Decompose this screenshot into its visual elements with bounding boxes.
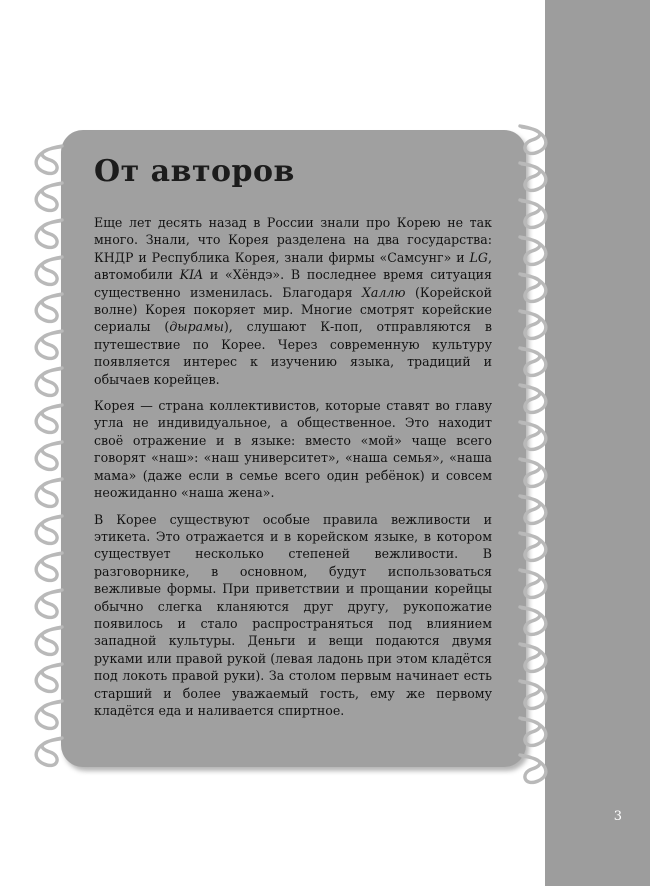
right-edge-band [545, 0, 650, 886]
paragraph-1: Еще лет десять назад в России знали про Корею не так много. Знали, что Корея разделена на два государства: КНДР и Республика Корея, знали фирмы «Самсунг» и LG, автомобили KIA и «Хёндэ». В последнее время ситуация существенно изменилась. Благодаря Халлю (Корейской волне) Корея покоряет мир. Многие смотрят корейские сериалы (дырамы), слушают К-поп, отправляются в путешествие по Корее. Через современную культуру появляется интерес к изучению языка, традиций и обычаев корейцев. [94, 215, 492, 387]
page-number: 3 [613, 809, 622, 824]
body-text [94, 214, 492, 719]
paragraph-2: Корея — страна коллективистов, которые ставят во главу угла не индивидуальное, а общественное. Это находит своё отражение и в языке: вместо «мой» чаще всего говорят «наш»: «наш университет», «наша семья», «наша мама» (даже если в семье всего один ребёнок) и совсем неожиданно «наша жена». [94, 398, 492, 501]
content-card-inner [61, 130, 526, 767]
italic-term-lg: LG [469, 249, 488, 265]
content-card [61, 130, 526, 767]
paragraph-3: В Корее существуют особые правила вежливости и этикета. Это отражается и в корейском языке, в котором существует несколько степеней вежливости. В разговорнике, в основном, будут использоваться вежливые формы. При приветствии и прощании корейцы обычно слегка кланяются друг другу, рукопожатие появилось и стало распространяться под влиянием западной культуры. Деньги и вещи подаются двумя руками или правой рукой (левая ладонь при этом кладётся под локоть правой руки). За столом первым начинает есть старший и более уважаемый гость, ему же первому кладётся еда и наливается спиртное. [94, 511, 493, 718]
italic-term-kia: KIA [179, 267, 204, 283]
italic-term-hallyu: Халлю [361, 284, 406, 300]
page-title: От авторов [94, 154, 295, 189]
italic-term-dyramy: дырамы [169, 319, 224, 335]
